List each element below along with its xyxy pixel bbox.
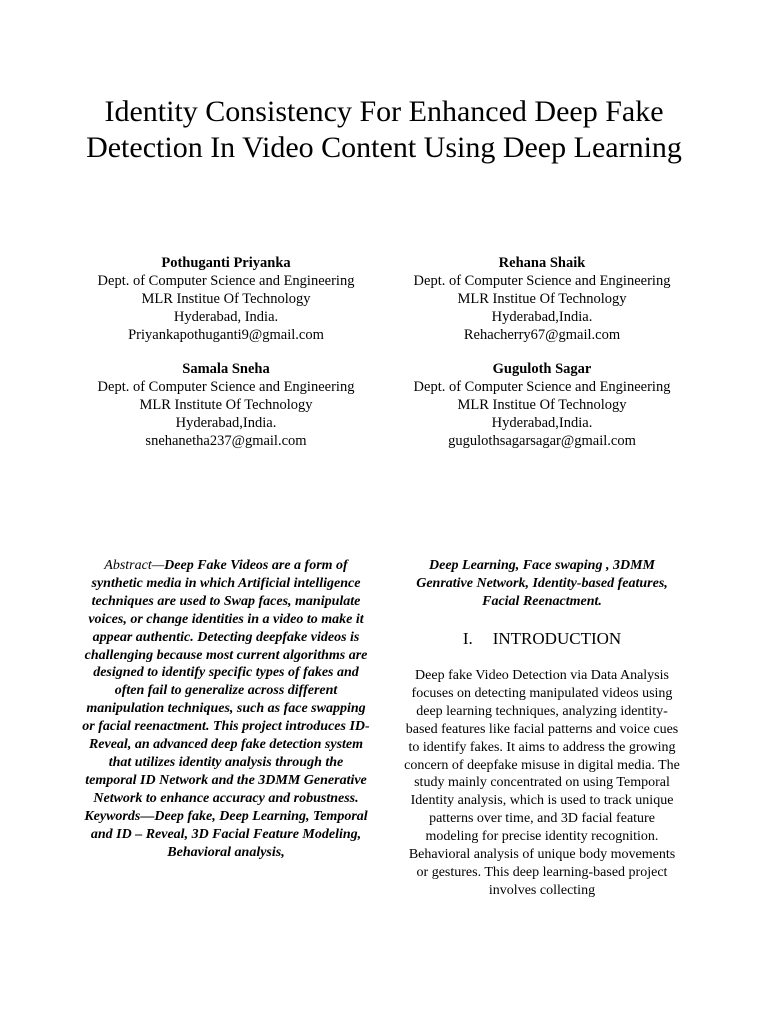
author-institution: MLR Institue Of Technology	[457, 291, 627, 307]
abstract-paragraph	[82, 557, 370, 808]
author-block-2	[392, 254, 692, 344]
abstract-text: Deep Fake Videos are a form of synthetic media in which Artificial intelligence techniques are used to Swap faces, manipulate voices, or change identities in a video to make it appear authentic. Detecting deepfake videos is challenging because most current algorithms are designed to identify specific types of fakes and often fail to generalize across different manipulation techniques, such as face swapping or facial reenactment. This project introduces ID-Reveal, an advanced deep fake detection system that utilizes identity analysis through the temporal ID Network and the 3DMM Generative Network to enhance accuracy and robustness.	[82, 558, 370, 806]
abstract-label: Abstract—	[104, 558, 165, 573]
keywords-continued: Deep Learning, Face swaping , 3DMM Genrative Network, Identity-based features, Facial Reenactment.	[416, 558, 668, 609]
author-name: Samala Sneha	[182, 361, 270, 377]
author-institution: MLR Institue Of Technology	[141, 291, 311, 307]
author-block-4	[392, 360, 692, 450]
abstract	[82, 557, 370, 861]
author-email: snehanetha237@gmail.com	[145, 433, 307, 449]
section-number: I.	[462, 629, 473, 648]
author-location: Hyderabad,India.	[491, 309, 593, 325]
author-email: Priyankapothuganti9@gmail.com	[128, 327, 324, 343]
author-department: Dept. of Computer Science and Engineering	[97, 273, 355, 289]
author-location: Hyderabad, India.	[173, 309, 279, 325]
author-name: Rehana Shaik	[498, 255, 586, 271]
keywords-label: Keywords—	[84, 808, 155, 824]
author-institution: MLR Institue Of Technology	[457, 397, 627, 413]
author-department: Dept. of Computer Science and Engineering	[97, 379, 355, 395]
keywords-text: Deep fake, Deep Learning, Temporal and ID – Reveal, 3D Facial Feature Modeling, Behavioral analysis,	[90, 808, 368, 860]
author-department: Dept. of Computer Science and Engineering	[413, 273, 671, 289]
paper-title: Identity Consistency For Enhanced Deep Fake Detection In Video Content Using Deep Learning	[86, 95, 682, 164]
author-email: gugulothsagarsagar@gmail.com	[448, 433, 636, 449]
section-title: INTRODUCTION	[492, 629, 622, 648]
author-location: Hyderabad,India.	[175, 415, 277, 431]
author-block-1	[76, 254, 376, 344]
author-name: Guguloth Sagar	[492, 361, 592, 377]
section-heading-introduction	[402, 628, 682, 650]
keywords-paragraph	[82, 808, 370, 862]
author-department: Dept. of Computer Science and Engineering	[413, 379, 671, 395]
introduction-text: Deep fake Video Detection via Data Analysis focuses on detecting manipulated videos using deep learning techniques, analyzing identity-based features like facial patterns and voice cues to identify fakes. It aims to address the growing concern of deepfake misuse in digital media. The study mainly concentrated on using Temporal Identity analysis, which is used to track unique patterns over time, and 3D facial feature modeling for precise identity recognition. Behavioral analysis of unique body movements or gestures. This deep learning-based project involves collecting	[404, 668, 680, 898]
author-block-3	[76, 360, 376, 450]
author-institution: MLR Institute Of Technology	[139, 397, 313, 413]
author-name: Pothuganti Priyanka	[161, 255, 291, 271]
author-email: Rehacherry67@gmail.com	[463, 327, 621, 343]
author-location: Hyderabad,India.	[491, 415, 593, 431]
